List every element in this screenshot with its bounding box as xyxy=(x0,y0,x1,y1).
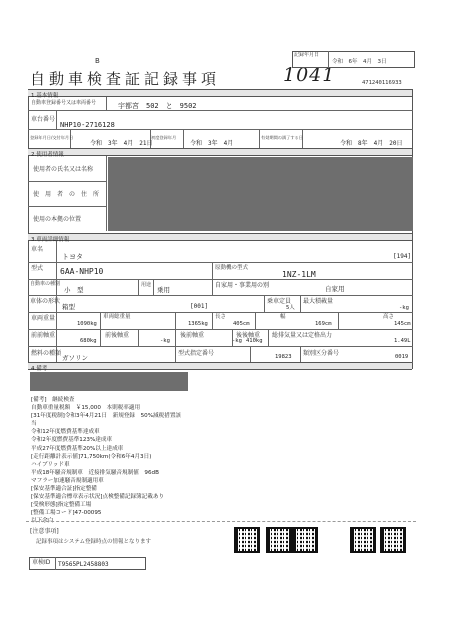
usage-base-label: 使用の本拠の位置 xyxy=(33,216,82,223)
remark-line: ハイブリッド車 xyxy=(31,461,70,468)
chassis-label: 車台番号 xyxy=(31,116,56,123)
displacement-value: 1.49L xyxy=(394,338,411,344)
fuel-label: 燃料の種類 xyxy=(31,350,62,357)
width-label: 幅 xyxy=(280,314,286,320)
front2-axle-label: 前後軸重 xyxy=(105,332,130,339)
remark-line: [整備工場コード]47-00095 xyxy=(31,510,102,517)
remark-line: 平成27年度燃費基準20%以上達成車 xyxy=(31,445,124,452)
remark-line: 自動車重量税額 ￥15,000 本則税率適用 xyxy=(31,405,141,412)
shape-value: 箱型 xyxy=(62,303,75,311)
model-value: 6AA-NHP10 xyxy=(60,267,104,276)
remark-line: [備考] 継続検査 xyxy=(31,397,75,403)
rear2-axle-value: 410kg xyxy=(246,338,263,344)
rear2-axle-label: 後後軸重 xyxy=(236,332,261,339)
qr-code-5 xyxy=(380,527,406,553)
max-load-label: 最大積載量 xyxy=(303,298,334,305)
redacted-usage-block xyxy=(108,157,413,231)
length-label: 長さ xyxy=(215,314,227,320)
capacity-label: 乗車定員 xyxy=(267,298,292,305)
weight-label: 車両重量 xyxy=(31,315,56,322)
barcode-number: 471240116933 xyxy=(362,80,402,86)
user-address-label: 使 用 者 の 住 所 xyxy=(33,191,100,198)
purpose-value: 自家用 xyxy=(325,285,345,293)
section-remarks-header: 4.備考 xyxy=(28,362,412,370)
engine-label: 原動機の型式 xyxy=(215,265,249,271)
fuel-value: ガソリン xyxy=(62,354,88,362)
model-label: 型式 xyxy=(31,265,44,272)
length-value: 405cm xyxy=(233,321,250,327)
front-axle-label: 前前軸重 xyxy=(31,332,56,339)
section-basic-header: 1.基本情報 xyxy=(28,89,412,97)
qr-code-4 xyxy=(350,527,376,553)
first-year-label: 初度登録年月 xyxy=(151,135,177,140)
qr-code-3 xyxy=(292,527,318,553)
maker-label: 車名 xyxy=(31,246,44,253)
gross-label: 車両総重量 xyxy=(103,314,131,320)
redacted-remarks-block xyxy=(30,372,188,391)
section-usage-header: 2.使用者情報 xyxy=(28,148,412,156)
height-label: 高さ xyxy=(383,314,395,320)
maker-code: [194] xyxy=(393,253,412,260)
kind-value: 小 型 xyxy=(64,286,84,294)
form-mark: B xyxy=(95,57,100,65)
vehicle-id-value: T9565PL2458803 xyxy=(58,561,109,568)
remark-line: 当 xyxy=(31,421,37,428)
remark-line: [保安基準適合標章表示状況]点検整備記録簿記載あり xyxy=(31,494,165,501)
gross-value: 1365kg xyxy=(188,321,208,327)
kind-label: 自動車の種別 xyxy=(30,281,61,287)
remark-line: 平成18年騒音規制車 近接排気騒音規制値 96dB xyxy=(31,469,159,476)
record-date-value: 令和 6年 4月 3日 xyxy=(332,59,387,65)
reg-number-value: 宇都宮 502 と 9502 xyxy=(118,102,197,110)
first-reg-label: 登録年月日/交付年月日 xyxy=(30,135,74,140)
height-value: 145cm xyxy=(394,321,411,327)
remark-line: [走行距離計表示値]71,750km(令和6年4月3日) xyxy=(31,453,152,460)
remarks-list xyxy=(31,396,181,526)
chassis-value: NHP10-2716128 xyxy=(60,121,115,129)
remark-line: [受検形態]指定整備工場 xyxy=(31,502,92,509)
shape-code: [001] xyxy=(190,303,209,310)
purpose-header: 自家用・事業用の別 xyxy=(215,282,270,289)
displacement-label: 総排気量又は定格出力 xyxy=(272,332,333,339)
remark-line: マフラー加速騒音規制適用車 xyxy=(31,477,104,484)
capacity-value: 5人 xyxy=(286,305,295,311)
width-value: 169cm xyxy=(315,321,332,327)
weight-value: 1090kg xyxy=(77,321,97,327)
first-year-value: 令和 3年 4月 xyxy=(190,140,234,147)
use-value: 乗用 xyxy=(157,286,170,294)
vehicle-id-label: 車検ID xyxy=(32,559,51,566)
use-label: 用途 xyxy=(141,282,152,288)
document-title: 自動車検査証記録事項 xyxy=(30,70,221,88)
shape-label: 車体の形状 xyxy=(30,298,61,305)
rear1-axle-value: -kg xyxy=(232,338,242,344)
qr-code-1 xyxy=(234,527,260,553)
engine-value: 1NZ-1LM xyxy=(282,270,316,279)
user-name-label: 使用者の氏名又は名称 xyxy=(33,166,94,173)
notice-label: [注意事項] xyxy=(30,528,59,535)
remark-line: [31年度税制]令和3年4月21日 新規登録 50%減税措置該 xyxy=(31,413,182,420)
type-approval-label: 型式指定番号 xyxy=(178,350,215,357)
front2-axle-value: -kg xyxy=(160,338,170,344)
rear1-axle-label: 後前軸重 xyxy=(180,332,205,339)
type-approval-value: 19823 xyxy=(275,354,292,360)
section-vehicle-header: 3.車両詳細情報 xyxy=(28,233,412,241)
category-label: 類別区分番号 xyxy=(303,350,340,357)
category-value: 0019 xyxy=(395,354,409,360)
remark-line: 令和2年度燃費基準123%達成車 xyxy=(31,437,113,444)
record-date-label: 記録年月日 xyxy=(294,52,320,58)
qr-code-2 xyxy=(266,527,292,553)
expiry-label: 有効期間の満了する日 xyxy=(261,135,303,140)
expiry-value: 令和 8年 4月 20日 xyxy=(340,140,403,147)
remark-line: [保安基準適合証]指定整備 xyxy=(31,486,97,493)
remark-line: 令和12年度燃費基準達成車 xyxy=(31,429,100,436)
reg-number-label: 自動車登録番号又は車両番号 xyxy=(31,100,97,106)
first-reg-value: 令和 3年 4月 21日 xyxy=(90,140,153,147)
handwritten-number: 1041 xyxy=(283,64,336,86)
front-axle-value: 680kg xyxy=(80,338,97,344)
remark-line: 以下余白 xyxy=(31,518,54,525)
notice-text: 記録事項はシステム登録時点の情報となります xyxy=(36,539,151,545)
max-load-value: -kg xyxy=(399,305,409,311)
maker-value: トヨタ xyxy=(62,253,83,261)
